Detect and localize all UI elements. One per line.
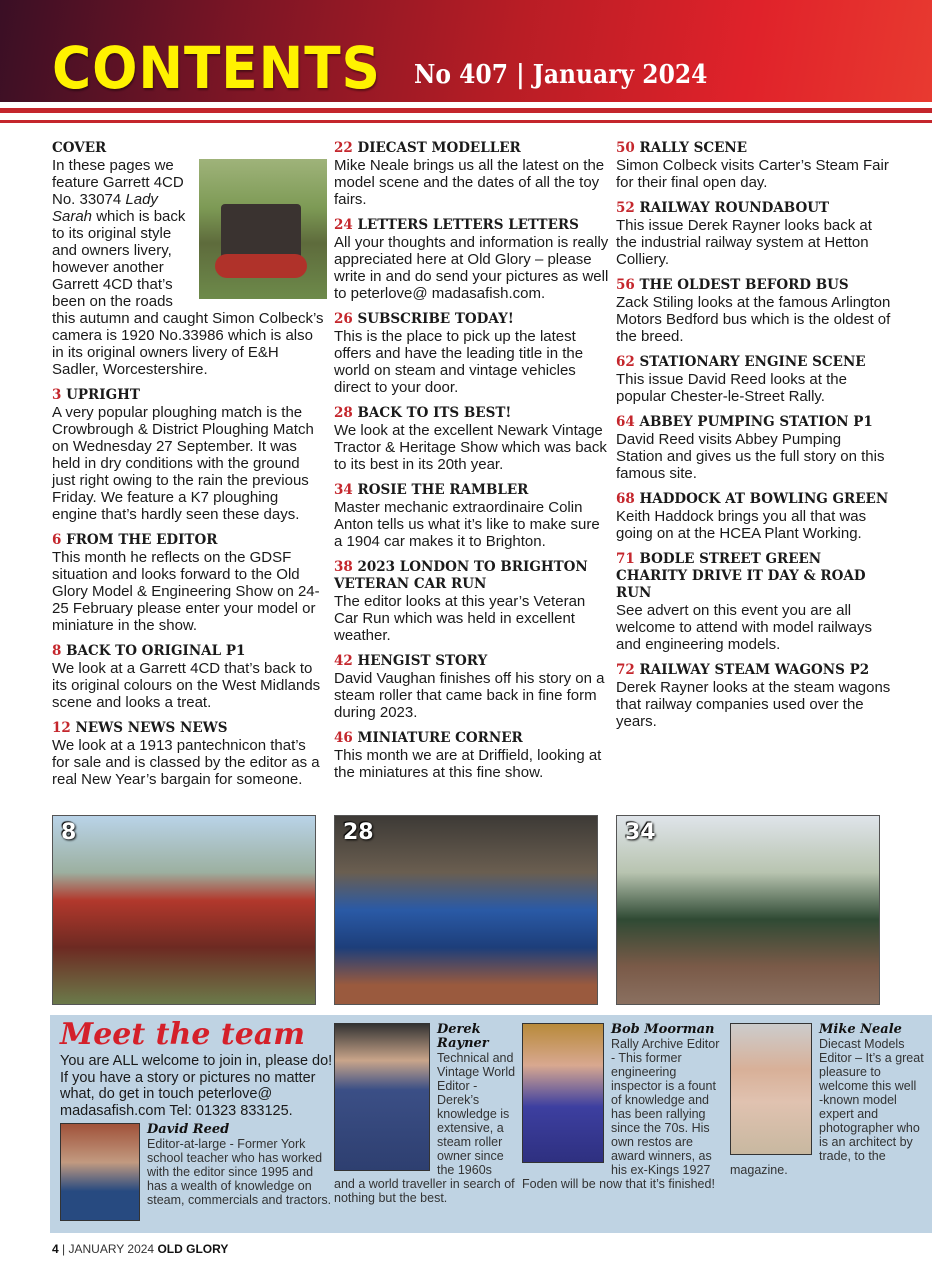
page-number: 46 <box>334 730 353 746</box>
entry-heading: ABBEY PUMPING STATION P1 <box>639 414 873 430</box>
contents-entry[interactable] <box>52 387 327 523</box>
page-number: 24 <box>334 217 353 233</box>
entry-title <box>52 387 327 404</box>
team-left-column <box>60 1053 334 1223</box>
page-number: 3 <box>52 387 62 403</box>
entry-heading: 2023 LONDON TO BRIGHTON VETERAN CAR RUN <box>334 559 588 592</box>
page-number: 56 <box>616 277 635 293</box>
entry-title <box>334 405 609 422</box>
contents-entry[interactable] <box>616 354 891 405</box>
entry-title <box>52 643 327 660</box>
contents-entry[interactable] <box>334 217 609 302</box>
member-name: David Reed <box>147 1122 230 1137</box>
entry-body: Mike Neale brings us all the latest on the model scene and the dates of all the toy fairs. <box>334 157 605 208</box>
entry-heading: RAILWAY STEAM WAGONS P2 <box>639 662 870 678</box>
contents-entry[interactable] <box>52 532 327 634</box>
entry-body: David Vaughan finishes off his story on a steam roller that came back in fine form during 2023. <box>334 670 605 721</box>
page-footer: 4 | JANUARY 2024 OLD GLORY <box>52 1242 229 1256</box>
entry-body: We look at a Garrett 4CD that’s back to its original colours on the West Midlands scene and looks a treat. <box>52 660 321 711</box>
page-number: 28 <box>334 405 353 421</box>
contents-entry[interactable] <box>334 482 609 550</box>
entry-body: This month we are at Driffield, looking at the miniatures at this fine show. <box>334 747 602 781</box>
team-member-mike-neale <box>730 1023 925 1177</box>
entry-body: All your thoughts and information is really appreciated here at Old Glory – please write in and do send your pictures as well to peterlove@ madasafish.com. <box>334 234 609 302</box>
entry-body: Zack Stiling looks at the famous Arlington Motors Bedford bus which is the oldest of the breed. <box>616 294 891 345</box>
entry-title <box>616 277 891 294</box>
page-title: CONTENTS <box>52 34 381 102</box>
entry-body: Derek Rayner looks at the steam wagons that railway companies used over the years. <box>616 679 891 730</box>
entry-title <box>334 140 609 157</box>
entry-heading: BODLE STREET GREEN CHARITY DRIVE IT DAY & ROAD RUN <box>616 551 866 601</box>
contents-entry[interactable] <box>334 140 609 208</box>
page-number: 72 <box>616 662 635 678</box>
page-number: 68 <box>616 491 635 507</box>
contents-entry[interactable] <box>52 720 327 788</box>
cover-photo <box>199 159 327 299</box>
page-number: 8 <box>52 643 62 659</box>
entry-body: We look at a 1913 pantechnicon that’s for sale and is classed by the editor as a real New Year’s bargain for someone. <box>52 737 320 788</box>
entry-heading: MINIATURE CORNER <box>357 730 523 746</box>
entry-title <box>52 720 327 737</box>
entry-heading: RAILWAY ROUNDABOUT <box>639 200 830 216</box>
contents-entry[interactable] <box>334 311 609 396</box>
page-number: 12 <box>52 720 71 736</box>
issue-label: No 407 | January 2024 <box>414 60 708 90</box>
member-bio: Technical and Vintage World Editor - Derek’s knowledge is extensive, a steam roller owner since the 1960s <box>437 1051 516 1177</box>
page-number: 50 <box>616 140 635 156</box>
entry-body: The editor looks at this year’s Veteran Car Run which was held in excellent weather. <box>334 593 586 644</box>
contents-entry-cover[interactable] <box>52 140 327 378</box>
entry-title <box>334 653 609 670</box>
contents-entry[interactable] <box>616 551 891 653</box>
contents-column-2 <box>334 140 609 790</box>
entry-title <box>616 414 891 431</box>
page-number: 38 <box>334 559 353 575</box>
entry-title <box>52 532 327 549</box>
page-number: 52 <box>616 200 635 216</box>
avatar-derek-rayner <box>334 1023 430 1171</box>
contents-entry[interactable] <box>334 653 609 721</box>
avatar-bob-moorman <box>522 1023 604 1163</box>
entry-title <box>334 482 609 499</box>
contents-entry[interactable] <box>52 643 327 711</box>
photo-page-8[interactable]: 8 <box>52 815 316 1005</box>
member-bio: Diecast Models Editor – It’s a great pleasure to welcome this well <box>819 1037 924 1093</box>
photo-page-28[interactable]: 28 <box>334 815 598 1005</box>
entry-body: We look at the excellent Newark Vintage Tractor & Heritage Show which was back to its best in its 20th year. <box>334 422 607 473</box>
entry-heading: HADDOCK AT BOWLING GREEN <box>639 491 889 507</box>
entry-title <box>616 200 891 217</box>
entry-body: This issue David Reed looks at the popular Chester-le-Street Rally. <box>616 371 847 405</box>
team-member-bob-moorman <box>522 1023 722 1191</box>
team-intro: You are ALL welcome to join in, please do! If you have a story or pictures no matter what, do get in touch peterlove@ madasafish.com Tel: 01323 833125. <box>60 1053 333 1119</box>
contents-entry[interactable] <box>616 491 891 542</box>
member-name: Mike Neale <box>819 1022 902 1037</box>
entry-body: Simon Colbeck visits Carter’s Steam Fair for their final open day. <box>616 157 889 191</box>
contents-entry[interactable] <box>616 662 891 730</box>
contents-entry[interactable] <box>334 730 609 781</box>
entry-title <box>334 559 609 593</box>
entry-heading: RALLY SCENE <box>639 140 748 156</box>
entry-body: Keith Haddock brings you all that was going on at the HCEA Plant Working. <box>616 508 867 542</box>
page-number: 22 <box>334 140 353 156</box>
entry-title <box>334 311 609 328</box>
member-bio-continued: own restos are award winners, as his ex-Kings 1927 Foden will be now that it’s finished! <box>522 1135 715 1191</box>
entry-body: A very popular ploughing match is the Crowbrough & District Ploughing Match on Wednesday 27 September. It was held in dry conditions with the ground just right owing to the rain the previous Friday. We feature a K7 ploughing engine that’s hardly seen these days. <box>52 404 314 523</box>
contents-entry[interactable] <box>616 277 891 345</box>
entry-body: In these pages we feature Garrett 4CD No. 33074 Lady Sarah which is back to its original style and owners livery, however another Garrett 4CD that’s been on the roads this autumn and caught Simon Colbeck’s camera is 1920 No.33986 which is also in its original owners livery of E&H Sadler, Worcestershire. <box>52 157 324 378</box>
entry-heading: HENGIST STORY <box>357 653 488 669</box>
entry-body: David Reed visits Abbey Pumping Station and gives us the full story on this famous site. <box>616 431 885 482</box>
contents-entry[interactable] <box>616 200 891 268</box>
entry-heading: FROM THE EDITOR <box>66 532 218 548</box>
contents-entry[interactable] <box>616 414 891 482</box>
contents-entry[interactable] <box>616 140 891 191</box>
entry-title <box>616 140 891 157</box>
contents-entry[interactable] <box>334 405 609 473</box>
entry-title <box>616 491 891 508</box>
entry-heading: BACK TO ITS BEST! <box>357 405 512 421</box>
divider <box>0 108 932 113</box>
entry-title <box>334 217 609 234</box>
entry-body: Master mechanic extraordinaire Colin Anton tells us what it’s like to make sure a 1904 car makes it to Brighton. <box>334 499 600 550</box>
avatar-mike-neale <box>730 1023 812 1155</box>
page-number: 64 <box>616 414 635 430</box>
entry-body: This month he reflects on the GDSF situation and looks forward to the Old Glory Model & Engineering Show on 24-25 February please enter your model or miniature in the show. <box>52 549 320 634</box>
entry-title: COVER <box>52 140 107 156</box>
entry-heading: BACK TO ORIGINAL P1 <box>66 643 246 659</box>
page-number: 34 <box>334 482 353 498</box>
page-number: 26 <box>334 311 353 327</box>
entry-heading: STATIONARY ENGINE SCENE <box>639 354 866 370</box>
member-bio: Editor-at-large - Former York school teacher who has worked with the editor since 1995 and has a wealth of knowledge on steam, commercials and tractors. <box>147 1137 332 1207</box>
entry-title <box>616 354 891 371</box>
entry-body: See advert on this event you are all welcome to attend with model railways and engineering models. <box>616 602 872 653</box>
entry-heading: NEWS NEWS NEWS <box>75 720 228 736</box>
entry-title <box>334 730 609 747</box>
contents-entry[interactable] <box>334 559 609 644</box>
team-heading: Meet the team <box>60 1017 306 1052</box>
team-member-derek-rayner <box>334 1023 520 1205</box>
entry-title <box>616 662 891 679</box>
page-number: 42 <box>334 653 353 669</box>
page-number: 6 <box>52 532 62 548</box>
member-name: Bob Moorman <box>611 1022 715 1037</box>
page-number: 62 <box>616 354 635 370</box>
avatar-david-reed <box>60 1123 140 1221</box>
page-number: 71 <box>616 551 635 567</box>
member-bio: Rally Archive Editor - This former engineering inspector is a fount of knowledge and has been rallying since the 70s. His <box>611 1037 720 1135</box>
entry-heading: LETTERS LETTERS LETTERS <box>357 217 579 233</box>
team-member-david-reed <box>60 1123 334 1207</box>
contents-column-1 <box>52 140 327 797</box>
member-bio-continued: and a world traveller in search of nothing but the best. <box>334 1177 515 1205</box>
entry-title <box>616 551 891 602</box>
member-bio-continued: -known model expert and photographer who is an architect by trade, to the magazine. <box>730 1093 920 1177</box>
header-banner <box>0 0 932 102</box>
entry-body: This is the place to pick up the latest offers and have the leading title in the world on steam and vintage vehicles direct to your door. <box>334 328 584 396</box>
photo-page-34[interactable]: 34 <box>616 815 880 1005</box>
divider <box>0 120 932 123</box>
entry-heading: ROSIE THE RAMBLER <box>357 482 529 498</box>
entry-heading: UPRIGHT <box>66 387 140 403</box>
member-name: Derek Rayner <box>437 1022 489 1051</box>
meet-the-team-box <box>50 1015 932 1233</box>
entry-heading: SUBSCRIBE TODAY! <box>357 311 514 327</box>
entry-heading: THE OLDEST BEFORD BUS <box>639 277 849 293</box>
entry-heading: DIECAST MODELLER <box>357 140 521 156</box>
contents-column-3 <box>616 140 891 739</box>
entry-body: This issue Derek Rayner looks back at the industrial railway system at Hetton Colliery. <box>616 217 872 268</box>
